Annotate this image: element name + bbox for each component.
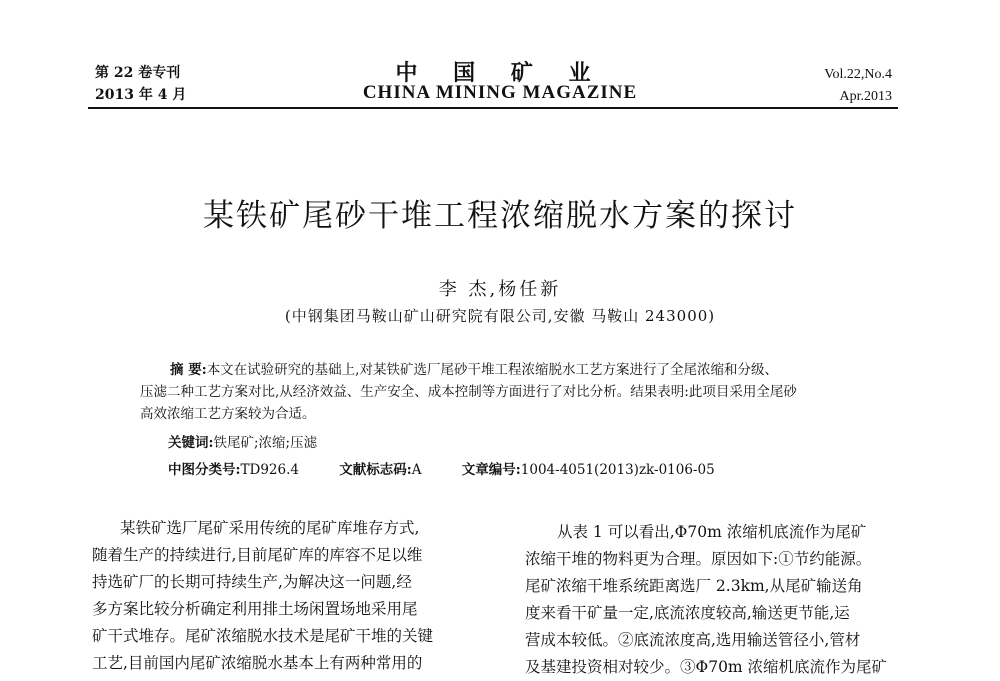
body-left-line-1: 某铁矿选厂尾矿采用传统的尾矿库堆存方式, <box>120 519 420 537</box>
date-label-cn: 2013 年 4 月 <box>95 87 187 103</box>
abstract-line-2: 压滤二种工艺方案对比,从经济效益、生产安全、成本控制等方面进行了对比分析。结果表明:此项目采用全尾砂 <box>140 384 797 400</box>
body-right-line-1: 从表 1 可以看出,Φ70m 浓缩机底流作为尾矿 <box>557 523 867 541</box>
body-right-line-3: 尾矿浓缩干堆系统距离选厂 2.3km,从尾矿输送角 <box>525 577 863 595</box>
journal-name-cn: 中 国 矿 业 <box>395 60 605 86</box>
header-rule <box>88 107 898 109</box>
doc-code-value: A <box>411 462 422 478</box>
class-label: 中图分类号: <box>168 462 241 478</box>
body-right-line-6: 及基建投资相对较少。③Φ70m 浓缩机底流作为尾矿 <box>525 658 888 676</box>
authors: 李 杰,杨任新 <box>438 279 562 300</box>
body-left-line-2: 随着生产的持续进行,目前尾矿库的库容不足以维 <box>92 546 423 564</box>
body-left-line-3: 持选矿厂的长期可持续生产,为解决这一问题,经 <box>92 573 412 591</box>
keywords-line <box>168 433 317 453</box>
body-right-line-4: 度来看干矿量一定,底流浓度较高,输送更节能,运 <box>525 604 850 622</box>
article-number-label: 文章编号: <box>461 462 521 478</box>
body-left-line-6: 工艺,目前国内尾矿浓缩脱水基本上有两种常用的 <box>92 654 423 672</box>
abstract-text-1: 本文在试验研究的基础上,对某铁矿选厂尾砂干堆工程浓缩脱水工艺方案进行了全尾浓缩和分级、 <box>206 362 778 378</box>
abstract-line-3: 高效浓缩工艺方案较为合适。 <box>140 406 316 422</box>
abstract-line-1 <box>140 360 778 380</box>
volume-label: Vol.22,No.4 <box>824 67 892 82</box>
journal-name-en: CHINA MINING MAGAZINE <box>362 82 638 103</box>
abstract-label: 摘 要: <box>170 362 207 378</box>
classification-line <box>168 460 715 480</box>
body-right-line-5: 营成本较低。②底流浓度高,选用输送管径小,管材 <box>525 631 861 649</box>
affiliation: (中钢集团马鞍山矿山研究院有限公司,安徽 马鞍山 243000) <box>284 307 716 325</box>
date-label-en: Apr.2013 <box>839 89 892 104</box>
article-number-value: 1004-4051(2013)zk-0106-05 <box>520 462 715 478</box>
class-value: TD926.4 <box>240 462 299 478</box>
issue-label: 第 22 卷专刊 <box>95 65 181 81</box>
keywords-value: 铁尾矿;浓缩;压滤 <box>213 435 318 451</box>
body-left-line-5: 矿干式堆存。尾矿浓缩脱水技术是尾矿干堆的关键 <box>92 627 434 645</box>
body-left-line-4: 多方案比较分析确定利用排土场闲置场地采用尾 <box>92 600 418 618</box>
article-title: 某铁矿尾砂干堆工程浓缩脱水方案的探讨 <box>203 198 797 234</box>
body-right-line-2: 浓缩干堆的物料更为合理。原因如下:①节约能源。 <box>525 550 872 568</box>
keywords-label: 关键词: <box>168 435 214 451</box>
doc-code-label: 文献标志码: <box>339 462 412 478</box>
